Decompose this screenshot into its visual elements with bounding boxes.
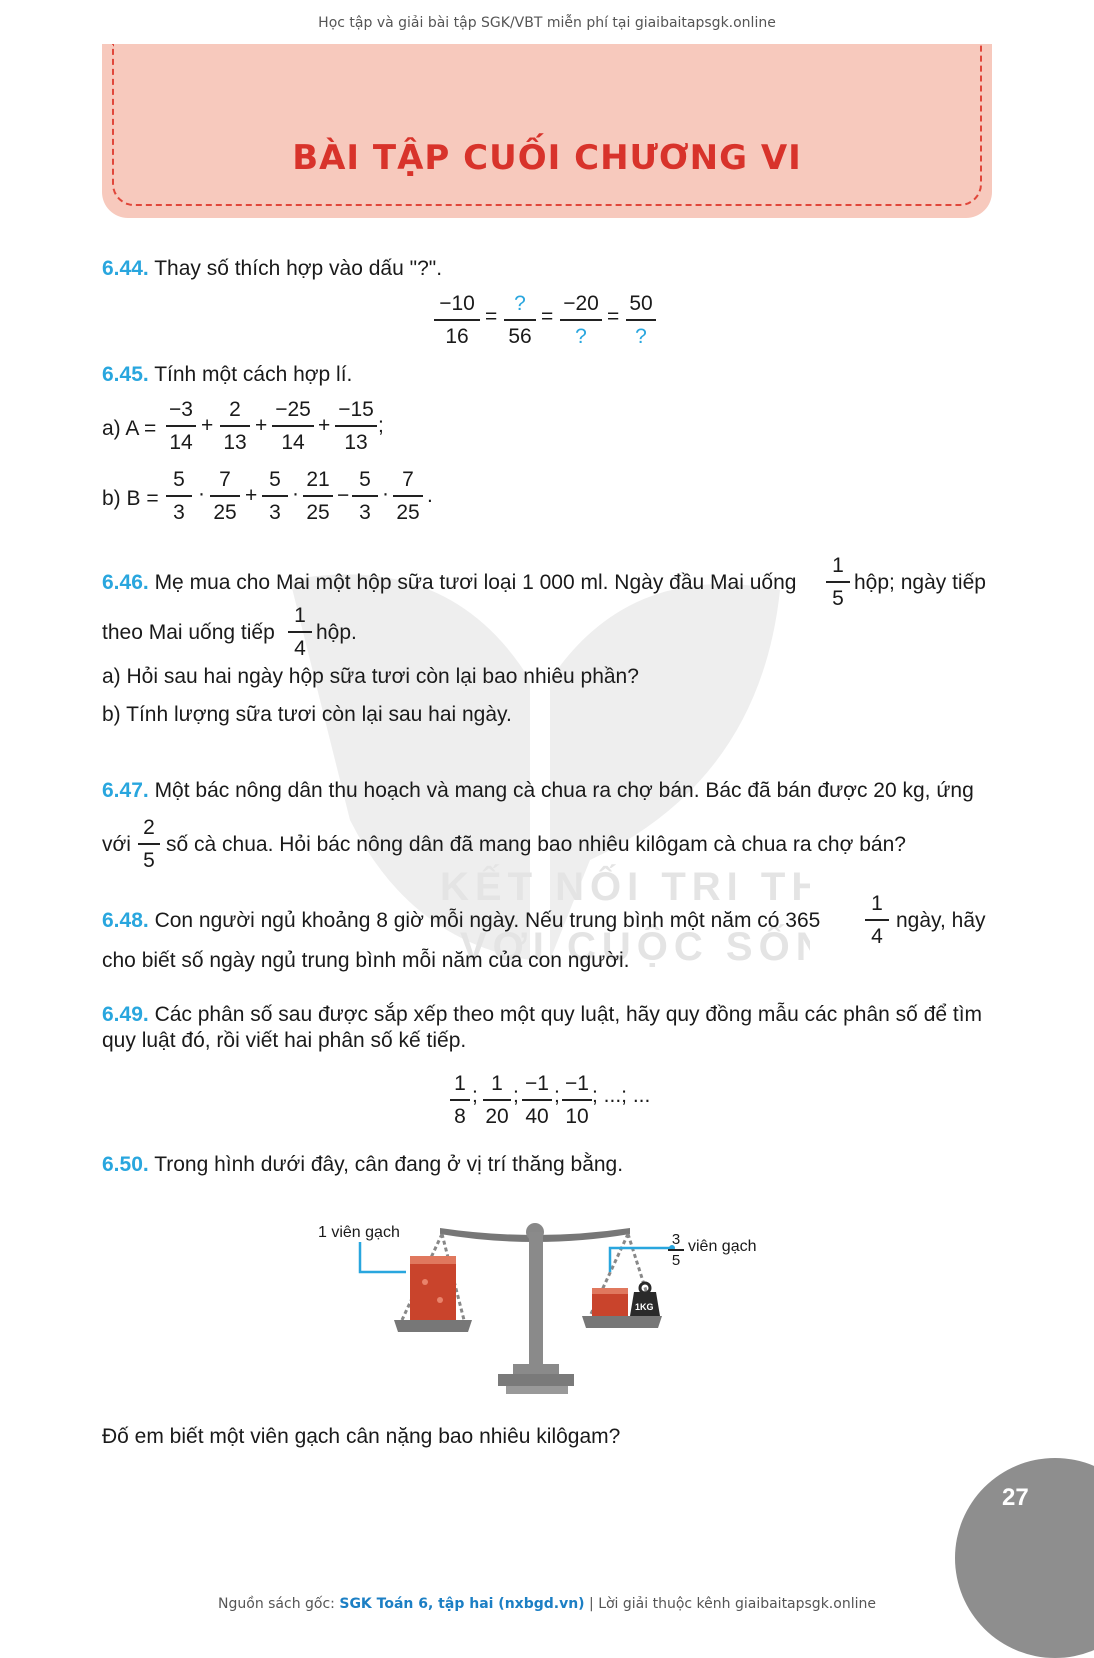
svg-text:VỚI CUỘC SỐNG: VỚI CUỘC SỐ xyxy=(460,925,796,969)
fraction: −10 16 xyxy=(434,292,480,349)
exercise-650-question: Đố em biết một viên gạch cân nặng bao nhiêu kilôgam? xyxy=(102,1425,621,1448)
exercise-646: 6.46. Mẹ mua cho Mai một hộp sữa tươi loại 1 000 ml. Ngày đầu Mai uống xyxy=(102,571,797,594)
exercise-645: 6.45. Tính một cách hợp lí. xyxy=(102,363,353,386)
svg-text:KẾT NỐI TRI THỨC: KẾT NỐI TRI T xyxy=(440,865,792,909)
fraction: 50 ? xyxy=(626,292,656,349)
fraction: ? 56 xyxy=(504,292,536,349)
exercise-647: 6.47. Một bác nông dân thu hoạch và mang cà chua ra chợ bán. Bác đã bán được 20 kg, ứng xyxy=(102,779,974,802)
exercise-649: 6.49. Các phân số sau được sắp xếp theo một quy luật, hãy quy đồng mẫu các phân số để tìm xyxy=(102,1003,983,1026)
right-pan-fraction: 3 5 xyxy=(668,1232,684,1269)
exercise-650: 6.50. Trong hình dưới đây, cân đang ở vị trí thăng bằng. xyxy=(102,1153,624,1176)
page-footer: Nguồn sách gốc: SGK Toán 6, tập hai (nxbgd.vn) | Lời giải thuộc kênh giaibaitapsgk.online xyxy=(218,1596,876,1612)
fraction: −20 ? xyxy=(560,292,602,349)
exercise-648: 6.48. Con người ngủ khoảng 8 giờ mỗi ngày. Nếu trung bình một năm có 365 xyxy=(102,909,821,932)
page-header: Học tập và giải bài tập SGK/VBT miễn phí tại giaibaitapsgk.online xyxy=(318,15,776,31)
chapter-title: BÀI TẬP CUỐI CHƯƠNG VI xyxy=(292,138,802,178)
right-pan-label: viên gạch xyxy=(688,1238,757,1255)
left-pan-label: 1 viên gạch xyxy=(318,1224,400,1241)
chapter-banner xyxy=(102,44,992,218)
svg-text:1KG: 1KG xyxy=(635,1302,654,1312)
page-number: 27 xyxy=(1002,1484,1029,1511)
exercise-644: 6.44. Thay số thích hợp vào dấu "?". xyxy=(102,257,443,280)
